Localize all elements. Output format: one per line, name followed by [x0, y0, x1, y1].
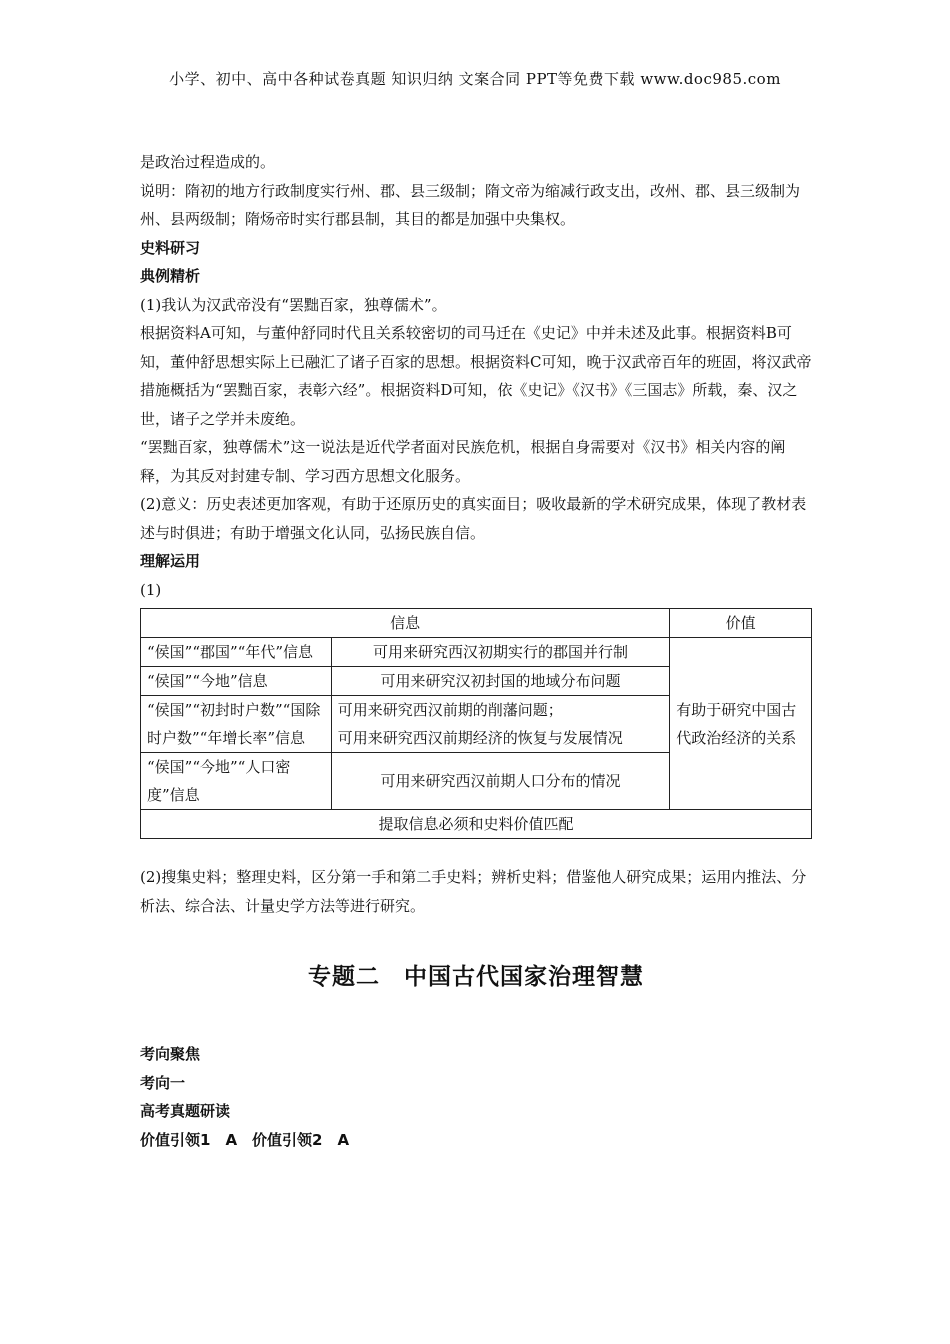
paragraph-evidence: 根据资料A可知，与董仲舒同时代且关系较密切的司马迁在《史记》中并未述及此事。根据资料B可知，董仲舒思想实际上已融汇了诸子百家的思想。根据资料C可知，晚于汉武帝百年的班固，将汉武帝措施概括为“罢黜百家，表彰六经”。根据资料D可知，依《史记》《汉书》《三国志》所载，秦、汉之世，诸子之学并未废绝。 — [140, 324, 812, 428]
paragraph-answer-2: (2)意义：历史表述更加客观，有助于还原历史的真实面目；吸收最新的学术研究成果，体现了教材表述与时俱进；有助于增强文化认同，弘扬民族自信。 — [140, 495, 807, 542]
heading-gaokao: 高考真题研读 — [140, 1102, 231, 1120]
row-use-line: 可用来研究西汉前期经济的恢复与发展情况 — [337, 729, 623, 747]
heading-shiliao: 史料研习 — [140, 238, 201, 257]
paragraph-origin: “罢黜百家，独尊儒术”这一说法是近代学者面对民族危机，根据自身需要对《汉书》相关内容的阐释，为其反对封建专制、学习西方思想文化服务。 — [140, 438, 786, 485]
row-use-line: 可用来研究西汉前期的削藩问题； — [337, 701, 563, 719]
table-row — [141, 638, 812, 667]
answers-line: 价值引领1 A 价值引领2 A — [140, 1130, 350, 1149]
paragraph-continue: 是政治过程造成的。 — [140, 153, 276, 171]
table-footer: 提取信息必须和史料价值匹配 — [141, 810, 812, 839]
row-use — [331, 696, 669, 753]
row-use: 可用来研究汉初封国的地域分布问题 — [331, 667, 669, 696]
heading-kaoxiang: 考向聚焦 — [140, 1045, 201, 1063]
header-info: 信息 — [141, 609, 670, 638]
document-body — [140, 148, 812, 1154]
page-header: 小学、初中、高中各种试卷真题 知识归纳 文案合同 PPT等免费下载 www.doc985.com — [169, 70, 781, 88]
heading-kaoxiang-1: 考向一 — [140, 1073, 186, 1092]
heading-dianli: 典例精析 — [140, 267, 201, 285]
table-footer-row — [141, 810, 812, 839]
row-use: 可用来研究西汉前期人口分布的情况 — [331, 753, 669, 810]
row-info: “侯国”“今地”信息 — [141, 667, 332, 696]
header-value: 价值 — [670, 609, 812, 638]
row-use: 可用来研究西汉初期实行的郡国并行制 — [331, 638, 669, 667]
label-part-1: (1) — [140, 580, 162, 599]
table-header-row — [141, 609, 812, 638]
row-info: “侯国”“初封时户数”“国除时户数”“年增长率”信息 — [141, 696, 332, 753]
value-cell: 有助于研究中国古代政治经济的关系 — [670, 638, 812, 810]
paragraph-part-2: (2)搜集史料；整理史料，区分第一手和第二手史料；辨析史料；借鉴他人研究成果；运用内推法、分析法、综合法、计量史学方法等进行研究。 — [140, 868, 807, 915]
info-value-table — [140, 608, 812, 839]
row-info: “侯国”“今地”“人口密度”信息 — [141, 753, 332, 810]
row-info: “侯国”“郡国”“年代”信息 — [141, 638, 332, 667]
paragraph-note: 说明：隋初的地方行政制度实行州、郡、县三级制；隋文帝为缩减行政支出，改州、郡、县三级制为州、县两级制；隋炀帝时实行郡县制，其目的都是加强中央集权。 — [140, 181, 801, 228]
heading-lijie: 理解运用 — [140, 552, 201, 570]
paragraph-answer-1: (1)我认为汉武帝没有“罢黜百家，独尊儒术”。 — [140, 295, 447, 314]
topic-title: 专题二 中国古代国家治理智慧 — [308, 964, 644, 990]
